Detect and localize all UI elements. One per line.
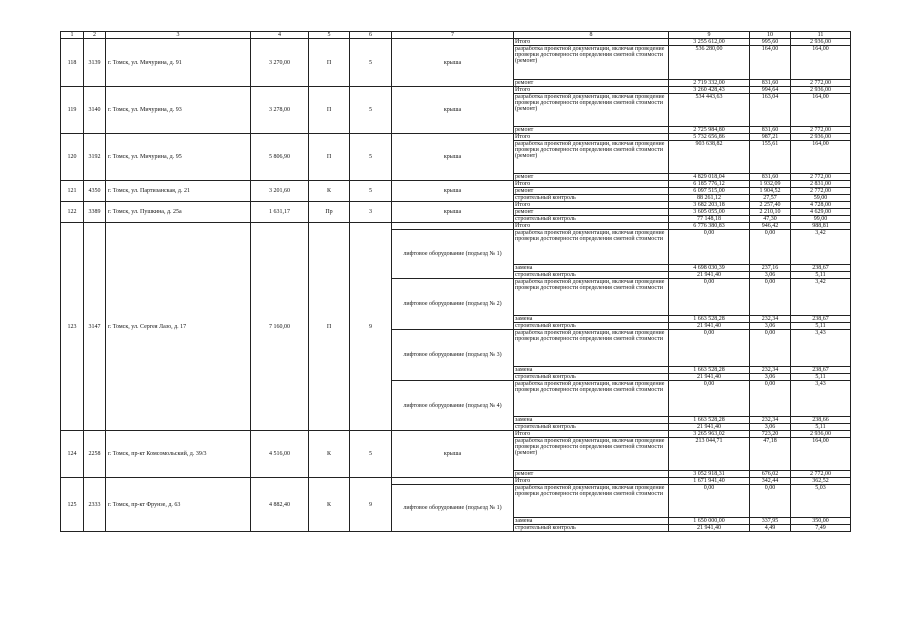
work-type: ремонт [514,80,669,87]
work-element: лифтовое оборудование (подъезд № 1) [392,485,514,532]
cost-per-sqm: 232,34 [750,417,791,424]
work-type: разработка проектной документации, включая проведение проверки достоверности определения сметной стоимости [514,381,669,417]
work-element: лифтовое оборудование (подъезд № 4) [392,381,514,431]
work-type: Итого [514,134,669,141]
cost-limit: 164,00 [791,438,851,471]
floor-count: 9 [350,223,392,431]
cost-limit: 5,11 [791,424,851,431]
cost-total: 5 732 656,86 [669,134,750,141]
cost-total: 88 261,12 [669,195,750,202]
building-code: 3140 [84,87,106,134]
cost-limit: 238,67 [791,316,851,323]
cost-total: 0,00 [669,485,750,518]
work-type: разработка проектной документации, включая проведение проверки достоверности определения сметной стоимости (ремонт) [514,46,669,80]
cost-per-sqm: 4,49 [750,525,791,532]
cost-per-sqm: 0,00 [750,330,791,367]
cost-limit: 2 936,00 [791,134,851,141]
column-number-2: 2 [84,32,106,39]
cost-per-sqm: 47,18 [750,438,791,471]
work-type: строительный контроль [514,374,669,381]
cost-limit: 99,00 [791,216,851,223]
cost-per-sqm: 155,61 [750,141,791,174]
cost-total: 3 682 203,18 [669,202,750,209]
cost-total: 0,00 [669,279,750,316]
cost-per-sqm: 3,06 [750,323,791,330]
work-type: разработка проектной документации, включая проведение проверки достоверности определения сметной стоимости [514,279,669,316]
work-element [392,223,514,230]
building-code: 3147 [84,223,106,431]
cost-limit: 2 936,00 [791,39,851,46]
column-number-1: 1 [61,32,84,39]
building-area: 3 278,00 [251,87,309,134]
work-type: замена [514,316,669,323]
cost-limit: 3,42 [791,279,851,316]
cost-limit: 4 728,00 [791,202,851,209]
cost-total: 3 260 428,43 [669,87,750,94]
building-code: 2333 [84,478,106,532]
building-code: 4350 [84,181,106,202]
cost-per-sqm: 47,30 [750,216,791,223]
floor-count: 3 [350,202,392,223]
work-element: крыша [392,87,514,134]
cost-total: 1 663 528,28 [669,367,750,374]
cost-per-sqm: 2 210,10 [750,209,791,216]
building-area: 4 516,00 [251,431,309,478]
row-number: 122 [61,202,84,223]
row-number: 124 [61,431,84,478]
work-type: замена [514,417,669,424]
cost-limit: 59,00 [791,195,851,202]
cost-limit: 5,11 [791,323,851,330]
cost-limit: 988,81 [791,223,851,230]
work-type: разработка проектной документации, включая проведение проверки достоверности определения сметной стоимости (ремонт) [514,94,669,127]
cost-total: 2 719 332,00 [669,80,750,87]
cost-total: 2 725 984,80 [669,127,750,134]
work-type: Итого [514,39,669,46]
cost-per-sqm: 0,00 [750,485,791,518]
building-area: 4 882,40 [251,478,309,532]
work-type: строительный контроль [514,525,669,532]
table-row [61,431,851,438]
building-address: г. Томск, ул. Пушкина, д. 25а [106,202,251,223]
table-row [61,181,851,188]
building-address: г. Томск, ул. Сергея Лазо, д. 17 [106,223,251,431]
table-row [61,134,851,141]
table-row [61,87,851,94]
cost-total: 1 663 528,28 [669,417,750,424]
cost-total: 3 605 055,00 [669,209,750,216]
wall-material: К [309,181,350,202]
floor-count: 5 [350,134,392,181]
cost-total: 4 698 030,39 [669,265,750,272]
work-element: крыша [392,39,514,87]
work-element: лифтовое оборудование (подъезд № 2) [392,279,514,330]
cost-total: 6 097 515,00 [669,188,750,195]
cost-limit: 2 831,00 [791,181,851,188]
building-address: г. Томск, пр-кт Комсомольский, д. 39/3 [106,431,251,478]
cost-per-sqm: 342,44 [750,478,791,485]
cost-per-sqm: 237,16 [750,265,791,272]
cost-per-sqm: 1 932,09 [750,181,791,188]
cost-total: 3 255 612,00 [669,39,750,46]
wall-material: К [309,478,350,532]
row-number: 120 [61,134,84,181]
wall-material: П [309,223,350,431]
work-type: ремонт [514,188,669,195]
work-element: крыша [392,431,514,478]
cost-limit: 3,42 [791,230,851,265]
building-address: г. Томск, ул. Мичурина, д. 93 [106,87,251,134]
column-number-3: 3 [106,32,251,39]
cost-total: 21 941,40 [669,272,750,279]
cost-limit: 2 772,00 [791,471,851,478]
work-type: ремонт [514,127,669,134]
cost-total: 21 941,40 [669,323,750,330]
work-type: разработка проектной документации, включая проведение проверки достоверности определения сметной стоимости [514,485,669,518]
work-type: Итого [514,202,669,209]
wall-material: П [309,39,350,87]
cost-total: 21 941,40 [669,525,750,532]
cost-limit: 2 772,00 [791,174,851,181]
column-number-4: 4 [251,32,309,39]
column-number-9: 9 [669,32,750,39]
work-type: разработка проектной документации, включая проведение проверки достоверности определения сметной стоимости (ремонт) [514,438,669,471]
building-area: 5 806,90 [251,134,309,181]
building-area: 3 270,00 [251,39,309,87]
work-type: разработка проектной документации, включая проведение проверки достоверности определения сметной стоимости [514,230,669,265]
cost-total: 3 052 918,31 [669,471,750,478]
cost-total: 77 148,18 [669,216,750,223]
cost-total: 534 443,63 [669,94,750,127]
cost-total: 0,00 [669,381,750,417]
cost-per-sqm: 994,64 [750,87,791,94]
cost-total: 903 638,82 [669,141,750,174]
work-type: строительный контроль [514,424,669,431]
work-type: Итого [514,181,669,188]
building-area: 7 160,00 [251,223,309,431]
column-number-10: 10 [750,32,791,39]
work-type: строительный контроль [514,272,669,279]
cost-total: 1 650 000,00 [669,518,750,525]
table-row [61,478,851,485]
building-address: г. Томск, ул. Партизанская, д. 21 [106,181,251,202]
cost-limit: 238,67 [791,367,851,374]
work-type: ремонт [514,174,669,181]
work-element: крыша [392,181,514,202]
cost-limit: 2 772,00 [791,188,851,195]
cost-per-sqm: 831,60 [750,127,791,134]
row-number: 123 [61,223,84,431]
column-number-8: 8 [514,32,669,39]
wall-material: П [309,87,350,134]
work-type: строительный контроль [514,195,669,202]
wall-material: П [309,134,350,181]
work-type: строительный контроль [514,323,669,330]
column-number-6: 6 [350,32,392,39]
work-type: разработка проектной документации, включая проведение проверки достоверности определения сметной стоимости [514,330,669,367]
cost-limit: 2 772,00 [791,127,851,134]
building-address: г. Томск, ул. Мичурина, д. 91 [106,39,251,87]
cost-per-sqm: 0,00 [750,381,791,417]
cost-limit: 164,00 [791,46,851,80]
work-type: ремонт [514,209,669,216]
capital-repair-table [60,31,851,532]
row-number: 119 [61,87,84,134]
cost-total: 213 044,71 [669,438,750,471]
work-element [392,478,514,485]
work-element: лифтовое оборудование (подъезд № 1) [392,230,514,279]
cost-limit: 350,00 [791,518,851,525]
column-number-11: 11 [791,32,851,39]
cost-limit: 3,43 [791,381,851,417]
floor-count: 5 [350,181,392,202]
work-type: строительный контроль [514,216,669,223]
cost-per-sqm: 3,06 [750,424,791,431]
cost-per-sqm: 676,02 [750,471,791,478]
work-type: Итого [514,87,669,94]
floor-count: 5 [350,431,392,478]
cost-total: 21 941,40 [669,424,750,431]
cost-per-sqm: 1 904,52 [750,188,791,195]
cost-total: 536 280,00 [669,46,750,80]
cost-limit: 164,00 [791,94,851,127]
cost-per-sqm: 163,04 [750,94,791,127]
wall-material: К [309,431,350,478]
work-type: замена [514,265,669,272]
cost-per-sqm: 337,95 [750,518,791,525]
cost-per-sqm: 723,20 [750,431,791,438]
work-type: разработка проектной документации, включая проведение проверки достоверности определения сметной стоимости (ремонт) [514,141,669,174]
cost-per-sqm: 0,00 [750,279,791,316]
building-code: 3139 [84,39,106,87]
building-area: 1 631,17 [251,202,309,223]
table-row [61,202,851,209]
cost-total: 1 671 941,40 [669,478,750,485]
cost-limit: 2 772,00 [791,80,851,87]
cost-limit: 2 936,00 [791,431,851,438]
row-number: 121 [61,181,84,202]
column-number-5: 5 [309,32,350,39]
work-type: ремонт [514,471,669,478]
cost-limit: 238,66 [791,417,851,424]
work-element: лифтовое оборудование (подъезд № 3) [392,330,514,381]
cost-per-sqm: 164,00 [750,46,791,80]
cost-limit: 3,43 [791,330,851,367]
floor-count: 5 [350,39,392,87]
work-type: замена [514,518,669,525]
cost-per-sqm: 232,34 [750,316,791,323]
building-code: 3192 [84,134,106,181]
column-number-7: 7 [392,32,514,39]
work-type: Итого [514,478,669,485]
cost-total: 3 265 963,02 [669,431,750,438]
building-area: 3 201,60 [251,181,309,202]
table-row [61,223,851,230]
cost-per-sqm: 987,21 [750,134,791,141]
cost-per-sqm: 946,42 [750,223,791,230]
cost-limit: 5,03 [791,485,851,518]
wall-material: Пр [309,202,350,223]
cost-total: 6 185 776,12 [669,181,750,188]
building-address: г. Томск, пр-кт Фрунзе, д. 63 [106,478,251,532]
cost-per-sqm: 3,06 [750,272,791,279]
cost-limit: 2 936,00 [791,87,851,94]
building-code: 2258 [84,431,106,478]
building-code: 3389 [84,202,106,223]
cost-limit: 238,67 [791,265,851,272]
floor-count: 9 [350,478,392,532]
work-element: крыша [392,202,514,223]
cost-per-sqm: 995,60 [750,39,791,46]
cost-total: 0,00 [669,230,750,265]
cost-per-sqm: 0,00 [750,230,791,265]
cost-per-sqm: 3,06 [750,374,791,381]
cost-per-sqm: 831,60 [750,80,791,87]
row-number: 125 [61,478,84,532]
floor-count: 5 [350,87,392,134]
work-element: крыша [392,134,514,181]
column-number-row [61,32,851,39]
work-type: Итого [514,223,669,230]
cost-limit: 164,00 [791,141,851,174]
cost-per-sqm: 232,34 [750,367,791,374]
cost-per-sqm: 831,60 [750,174,791,181]
cost-limit: 4 629,00 [791,209,851,216]
cost-per-sqm: 27,57 [750,195,791,202]
cost-per-sqm: 2 257,40 [750,202,791,209]
cost-limit: 7,49 [791,525,851,532]
row-number: 118 [61,39,84,87]
cost-total: 6 776 380,83 [669,223,750,230]
work-type: Итого [514,431,669,438]
work-type: замена [514,367,669,374]
cost-total: 4 829 018,04 [669,174,750,181]
cost-limit: 5,11 [791,272,851,279]
cost-limit: 5,11 [791,374,851,381]
table-row [61,39,851,46]
cost-total: 21 941,40 [669,374,750,381]
cost-total: 1 663 528,28 [669,316,750,323]
cost-total: 0,00 [669,330,750,367]
building-address: г. Томск, ул. Мичурина, д. 95 [106,134,251,181]
cost-limit: 362,52 [791,478,851,485]
